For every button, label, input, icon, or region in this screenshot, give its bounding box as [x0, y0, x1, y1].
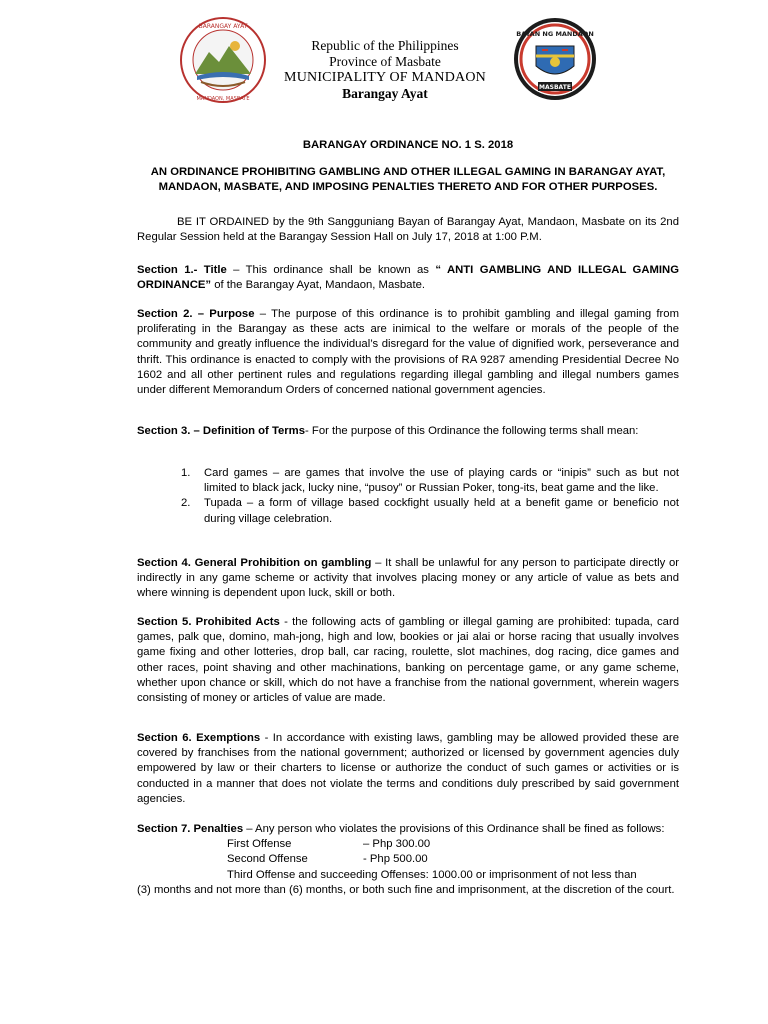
list-item-number: 2.	[181, 497, 191, 510]
list-item-text: Card games – are games that involve the use of playing cards or “inipis” such as but not limited to black jack, lucky nine, “pusoy” or Russian Poker, tong-its, beat game and the like.	[204, 467, 679, 495]
section-6-body: - In accordance with existing laws, gambling may be allowed provided these are covered by franchises from the national government; authorized or licensed by government agencies duly empowered by law or their charters to license or authorize the conduct of such games or activities or is conducted in a manner that does not violate the terms and conditions duly prescribed by said government agencies.	[137, 732, 679, 805]
intro-paragraph	[137, 215, 679, 245]
section-1	[137, 263, 679, 293]
section-1-body-a: – This ordinance shall be known as	[226, 264, 436, 276]
penalty-amount: – Php 300.00	[363, 838, 431, 851]
section-6-heading: Section 6. Exemptions	[137, 732, 261, 744]
section-7	[137, 822, 679, 898]
list-item-number: 1.	[181, 467, 191, 479]
penalty-row	[137, 852, 679, 867]
section-3	[137, 424, 679, 439]
svg-text:BAYAN NG MANDAON: BAYAN NG MANDAON	[516, 30, 594, 38]
section-7-heading: Section 7. Penalties	[137, 823, 244, 835]
barangay-seal-icon	[179, 16, 267, 104]
section-1-short-title: “ ANTI GAMBLING AND ILLEGAL GAMING ORDINANCE”	[137, 264, 679, 292]
section-4-body: – It shall be unlawful for any person to participate directly or indirectly in any game scheme or activity that involves placing money or any article of value as bets and where winning is dependent upon luck, skill or both.	[137, 557, 680, 600]
penalty-row	[137, 837, 679, 852]
section-3-body: - For the purpose of this Ordinance the following terms shall mean:	[305, 425, 639, 437]
province-line: Province of Masbate	[329, 54, 441, 69]
intro-text: BE IT ORDAINED by the 9th Sangguniang Bayan of Barangay Ayat, Mandaon, Masbate on its 2nd Regular Session held at the Barangay Session Hall on July 17, 2018 at 1:00 P.M.	[137, 216, 679, 244]
republic-line: Republic of the Philippines	[311, 38, 459, 53]
third-offense-continuation: (3) months and not more than (6) months, or both such fine and imprisonment, at the discretion of the court.	[137, 883, 675, 896]
section-6	[137, 731, 679, 807]
ordinance-title: AN ORDINANCE PROHIBITING GAMBLING AND OTHER ILLEGAL GAMING IN BARANGAY AYAT, MANDAON, MASBATE, AND IMPOSING PENALTIES THERETO AND FOR OTHER PURPOSES.	[150, 166, 666, 194]
list-item	[181, 496, 679, 526]
section-3-heading: Section 3. – Definition of Terms	[137, 425, 306, 437]
definition-list	[181, 466, 679, 527]
section-7-body: – Any person who violates the provisions of this Ordinance shall be fined as follows:	[243, 823, 665, 835]
third-offense-line: Third Offense and succeeding Offenses: 1000.00 or imprisonment of not less than	[227, 868, 637, 881]
section-5	[137, 615, 679, 706]
barangay-line: Barangay Ayat	[342, 86, 428, 101]
section-2	[137, 307, 679, 398]
section-2-heading: Section 2. – Purpose	[137, 308, 255, 320]
svg-text:MANDAON, MASBATE: MANDAON, MASBATE	[196, 96, 250, 102]
penalty-label: Second Offense	[227, 853, 308, 866]
section-5-body: - the following acts of gambling or illegal gaming are prohibited: tupada, card games, palk que, domino, mah-jong, high and low, bookies or jai alai or horse racing that usually involves game fixing and other lotteries, drop ball, car racing, roulette, slot machines, dog racing, dice games and other races, point shaving and other machinations, banking on percentage game, or any game scheme, whether upon chance or skill, which do not have a franchise from the national government, wherein wagers consisting of money or articles of value are made.	[137, 616, 679, 705]
ordinance-number: BARANGAY ORDINANCE NO. 1 S. 2018	[302, 139, 514, 151]
section-1-body-b: of the Barangay Ayat, Mandaon, Masbate.	[211, 279, 426, 292]
svg-text:MASBATE: MASBATE	[539, 84, 571, 91]
section-4	[137, 556, 679, 602]
list-item	[181, 466, 679, 496]
penalty-label: First Offense	[227, 838, 292, 851]
section-2-body: – The purpose of this ordinance is to prohibit gambling and illegal gaming from proliferating in the Barangay as these acts are inimical to the welfare or morals of the people of the community and greatly influence the individual’s disregard for the value of dignified work, perseverance and thrift. This ordinance is enacted to comply with the provisions of RA 9287 amending Presidential Decree No 1602 and all other pertinent rules and regulations regarding illegal gambling and illegal numbers games under different Memorandum Orders of concerned national government agencies.	[137, 308, 679, 397]
municipal-seal-icon	[512, 16, 598, 102]
section-5-heading: Section 5. Prohibited Acts	[137, 616, 280, 628]
section-1-heading: Section 1.- Title	[137, 264, 227, 276]
document-header	[270, 38, 500, 102]
section-4-heading: Section 4. General Prohibition on gambling	[137, 557, 372, 569]
municipality-line: MUNICIPALITY OF MANDAON	[284, 70, 486, 85]
list-item-text: Tupada – a form of village based cockfight usually held at a benefit game or beneficio not during village celebration.	[204, 497, 679, 525]
svg-text:BARANGAY AYAT: BARANGAY AYAT	[198, 23, 248, 30]
penalty-amount: - Php 500.00	[363, 853, 428, 866]
